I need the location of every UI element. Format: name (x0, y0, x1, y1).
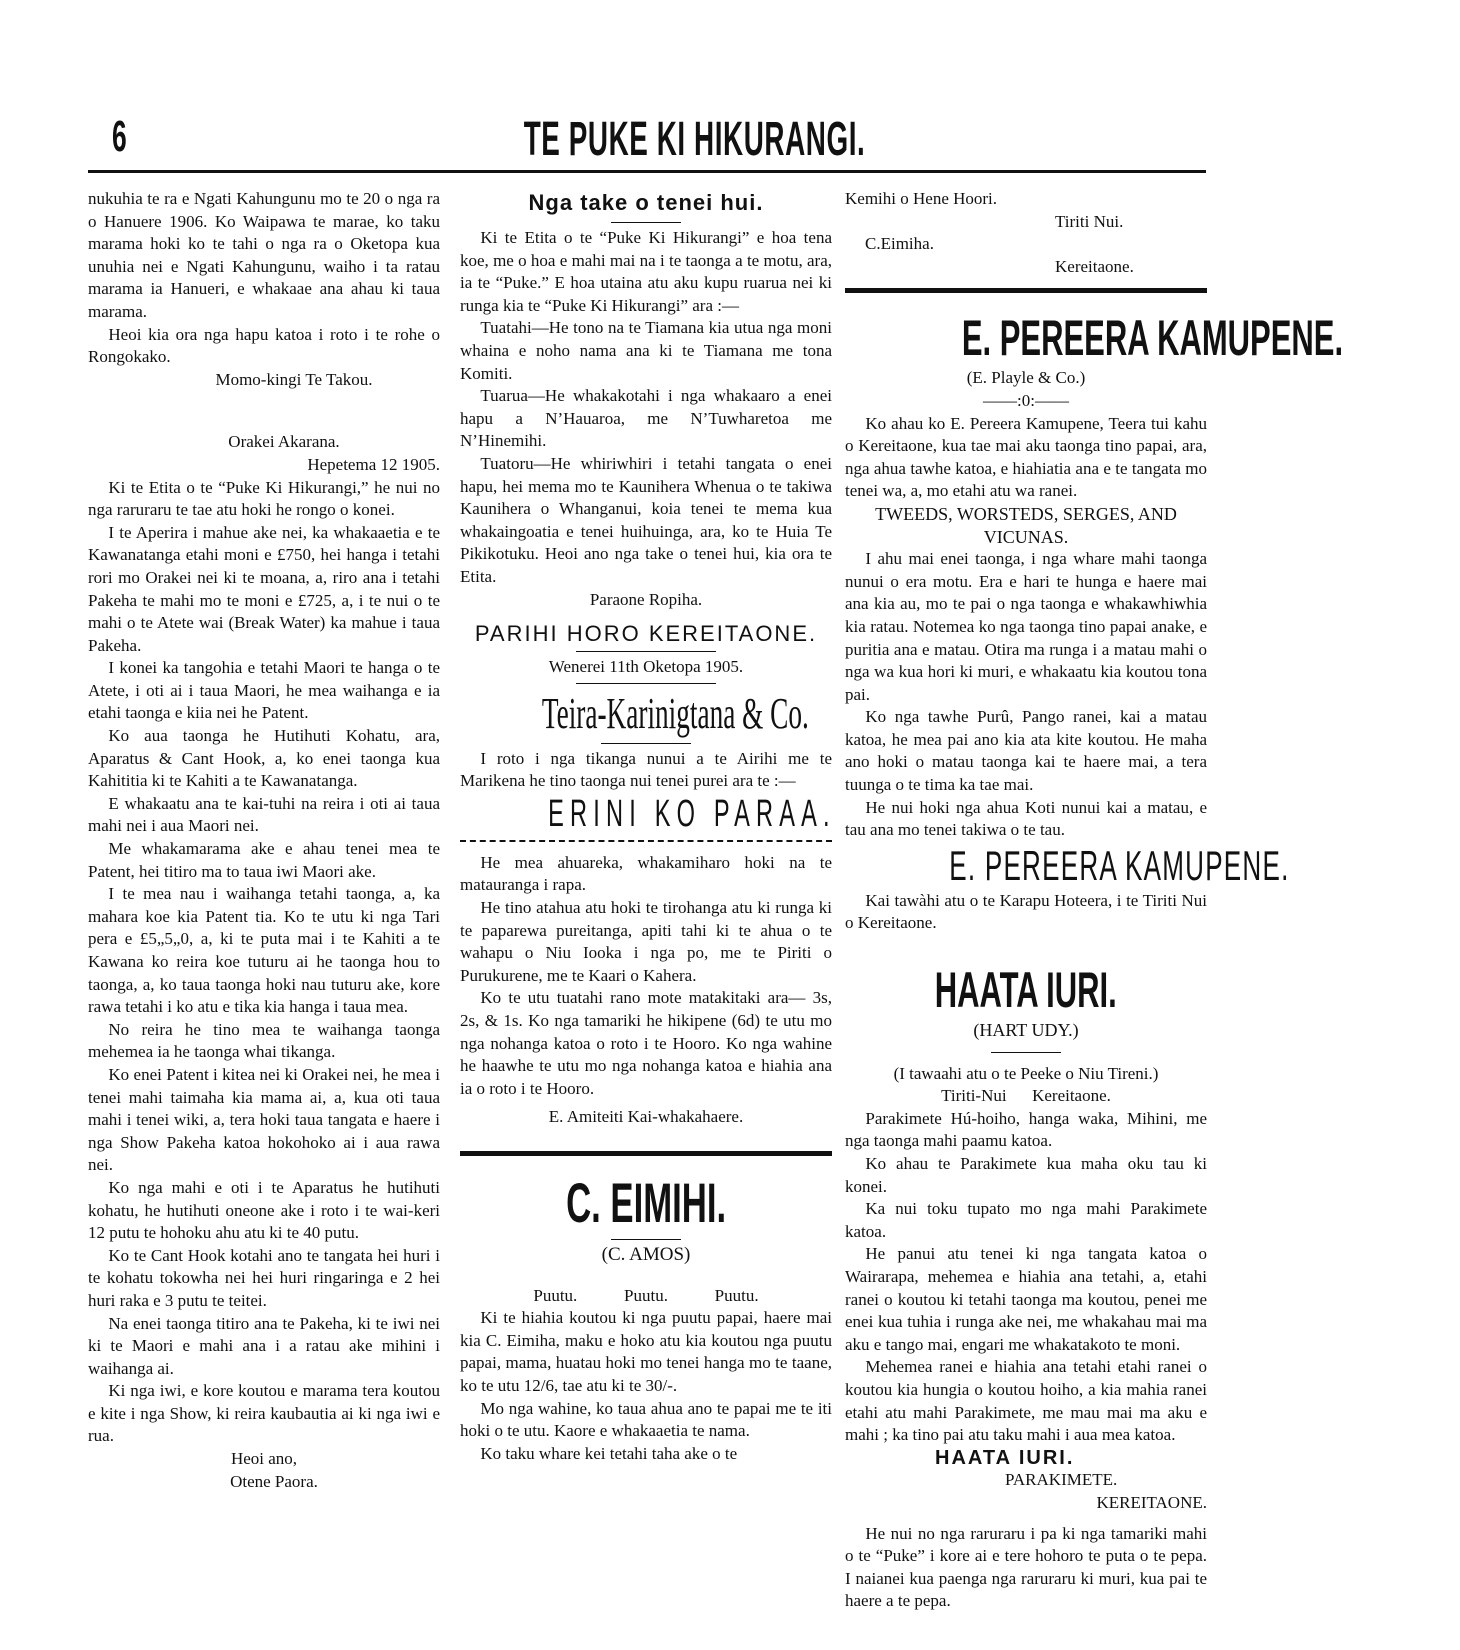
paragraph: Me whakamarama ake e ahau tenei mea te Patent, hei titiro ma to taua iwi Maori ake. (88, 839, 440, 881)
boots-line: Puutu. Puutu. Puutu. (533, 1285, 759, 1305)
paragraph: Ki te hiahia koutou ki nga puutu papai, haere mai kia C. Eimiha, maku e hoko atu kia koutou nga puutu papai, mama, huatau hoki mo tenei hanga mo te taane, ko te utu 12/6, tae atu ki te 30/-. (460, 1308, 832, 1395)
town: Kereitaone. (1055, 256, 1134, 276)
continuation: Kemihi o Hene Hoori. (845, 189, 998, 208)
column-3 (845, 188, 1344, 1613)
paragraph: Tuatahi—He tono na te Tiamana kia utua nga moni whaina e noho nama ana ki te Tiamana me tona Komiti. (460, 318, 832, 383)
signature: Otene Paora. (230, 1471, 318, 1491)
paragraph: Ko te utu tuatahi rano mote matakitaki ara— 3s, 2s, & 1s. Ko nga tamariki he hikipene (6d) te utu mo nga nohanga katoa o roto i te Hooro. Ko nga wahine he haawhe te utu mo nga nohanga katoa e hiahia ana ia o roto i te Hooro. (460, 988, 832, 1098)
paragraph: I roto i nga tikanga nunui a te Airihi me te Marikena he tino taonga nui tenei purei ara te :— (460, 748, 832, 791)
divider (611, 222, 681, 223)
paragraph: Ko te Cant Hook kotahi ano te tangata hei huri i te kohatu tokowha nei hei huri ringaringa e 2 hei huri raka e 3 putu te teitei. (88, 1245, 440, 1310)
signature: C.Eimiha. (865, 234, 934, 254)
event-date: Wenerei 11th Oketopa 1905. (548, 657, 744, 677)
street: Tiriti-Nui Kereitaone. (941, 1086, 1111, 1106)
advert-heading: E. PEREERA KAMUPENE. (949, 841, 1290, 889)
advert-subheading: (C. AMOS) (601, 1244, 691, 1265)
paragraph: I te Aperira i mahue ake nei, ka whakaaetia e te Kawanatanga etahi moni e £750, hei hanga i tetahi rori mo Orakei nei ki te moana, a, riro ana i tetahi Pakeha te mahi mo te moni e £725, a, i te nui o te mahi o te Atete wai (Break Water) ka mahue i taua Pakeha. (88, 522, 440, 655)
signature: Paraone Ropiha. (589, 589, 703, 609)
newspaper-title: TE PUKE KI HIKURANGI. (524, 113, 866, 166)
divider (576, 683, 716, 684)
paragraph: I ahu mai enei taonga, i nga whare mahi taonga nunui o era motu. Era e hari te hunga e haere mai ana kia au, mo te pai o nga taonga e whakawhiwhia kia ratau. Notemea ko nga taonga tino papai anake, e puritia ana e matau. Otira ma runga i a matau mahi o nga wa kua hori ki muri, e whakaatu kia koutou tona pai. (845, 549, 1207, 704)
advert-heading: C. EIMIHI. (565, 1171, 727, 1234)
paragraph: Mehemea ranei e hiahia ana tetahi etahi ranei o koutou kia hungia o koutou hoiho, a kia mahia ranei etahi atu mahi Parakimete, me mau mai ma aku e mahi ; ka tino pai atu taku mahi i aua mea katoa. (845, 1357, 1207, 1445)
page-number: 6 (112, 112, 127, 161)
closing: Heoi ano, (230, 1449, 298, 1469)
signature: HAATA IURI. (935, 1446, 1075, 1469)
advert-subheading: (HART UDY.) (973, 1020, 1079, 1041)
advert-heading: HAATA IURI. (935, 962, 1117, 1019)
paragraph: Ko nga mahi e oti i te Aparatus he hutihuti kohatu, he hutihuti oneone ake i roto i te wai-keri 12 putu te hohoku ahu atu ki te 40 putu. (88, 1177, 440, 1243)
signature-town: KEREITAONE. (1096, 1492, 1207, 1512)
section-heading: Nga take o tenei hui. (528, 190, 764, 215)
divider (460, 840, 832, 842)
column-2 (460, 188, 836, 1465)
letter-date: Hepetema 12 1905. (307, 454, 440, 474)
advert-subheading: (E. Playle & Co.) (966, 368, 1086, 388)
paragraph: Ko ahau te Parakimete kua maha oku tau ki konei. (845, 1154, 1207, 1196)
divider (845, 288, 1207, 293)
letter-continuation: nukuhia te ra e Ngati Kahungunu mo te 20 o nga ra o Hanuere 1906. Ko Waipawa te marae, ko taku marama hoki ko te tahi o nga ra o Oketopa kua unuhia nei e Ngati Kahungunu, waiho i ta ratau marama ia Hanueri, e whakaae ana ahau ki taua marama. (88, 189, 440, 321)
paragraph: Ka nui toku tupato mo nga mahi Parakimete katoa. (845, 1199, 1207, 1241)
paragraph: E whakaatu ana te kai-tuhi na reira i oti ai taua mahi nei i aua Maori nei. (88, 793, 440, 836)
paragraph: Ki nga iwi, e kore koutou e marama tera koutou e kite i nga Show, ki reira kaubautia ai ki nga iwi e rua. (88, 1381, 440, 1446)
paragraph: Parakimete Hú-hoiho, hanga waka, Mihini, me nga taonga mahi paamu katoa. (845, 1108, 1207, 1151)
play-title: ERINI KO PARAA. (548, 792, 836, 835)
header-rule (88, 170, 1206, 173)
paragraph: He nui hoki nga ahua Koti nunui kai a matau, e tau ana mo tenei takiwa o te tau. (845, 797, 1207, 840)
street: Tiriti Nui. (1055, 211, 1124, 231)
paragraph: He panui atu tenei ki nga tangata katoa o Wairarapa, mehemea e hiahia ana tetahi, a, etahi ranei o koutou ki tetahi taonga ma koutou, penei me enei kua tuhia i runga ake nei, me whakahau mai ma aku e tango mai, engari me whakatakoto te moni. (845, 1244, 1207, 1354)
paragraph: Ki te Etita o te “Puke Ki Hikurangi” e hoa tena koe, me o hoa e mahi mai na i te taonga a te motu, ara, ia te “Puke.” E hoa utaina atu aku kupu ruarua nei ki runga kia te “Puke Ki Hikurangi” ara :— (460, 228, 832, 315)
paragraph: He mea ahuareka, whakamiharo hoki na te matauranga i rapa. (460, 852, 832, 895)
paragraph: I konei ka tangohia e tetahi Maori te hanga o te Atete, i oti ai i taua Maori, he mea waihanga e ia etahi taonga e kiia nei he Patent. (88, 658, 440, 723)
divider (576, 651, 716, 652)
divider (601, 743, 691, 744)
column-1 (88, 188, 440, 1493)
location: (I tawaahi atu o te Peeke o Niu Tireni.) (893, 1063, 1159, 1083)
divider (991, 1052, 1061, 1053)
paragraph: Ko ahau ko E. Pereera Kamupene, Teera tui kahu o Kereitaone, kua tae mai aku taonga tino papai, ara, nga ahua tawhe katoa, e hiahiatia ana e te tangata mo tenei wa, a, mo etahi atu wa ranei. (845, 413, 1207, 501)
masthead (0, 112, 1390, 167)
letter-place: Orakei Akarana. (228, 432, 340, 452)
paragraph: Kai tawàhi atu o te Karapu Hoteera, i te Tiriti Nui o Kereitaone. (845, 890, 1207, 933)
ornament: ——:0:—— (983, 390, 1069, 410)
paragraph: Heoi kia ora nga hapu katoa i roto i te rohe o Rongokako. (88, 324, 440, 367)
company-name: Teira-Karinigtana & Co. (541, 688, 809, 738)
advert-heading: E. PEREERA KAMUPENE. (961, 310, 1344, 367)
paragraph: Ko aua taonga he Hutihuti Kohatu, ara, Aparatus & Cant Hook, a, ko enei taonga kua Kahititia ki te Kahiti a te Kawanatanga. (88, 726, 440, 791)
paragraph: No reira he tino mea te waihanga taonga mehemea ia he taonga whai tikanga. (88, 1019, 440, 1062)
paragraph: Ki te Etita o te “Puke Ki Hikurangi,” he nui no nga raruraru te tae atu hoki he rongo o konei. (88, 477, 440, 520)
paragraph: Ko nga tawhe Purû, Pango ranei, kai a matau katoa, he mea pai ano kia ata kite koutou. He maha ano hoki o matau taonga kai te haere mai, a tera tuunga o te tima ka tae mai. (845, 707, 1207, 795)
divider (611, 1239, 681, 1240)
signature: Momo-kingi Te Takou. (215, 369, 373, 389)
paragraph: Tuarua—He whakakotahi i nga whakaaro a enei hapu a N’Hauaroa, me N’Tuwharetoa me N’Hinemihi. (460, 386, 832, 451)
fabrics-list: TWEEDS, WORSTEDS, SERGES, AND VICUNAS. (875, 503, 1177, 547)
notice: He nui no nga raruraru i pa ki nga tamariki mahi o te “Puke” i kore ai e tere hohoro te puta o te pepa. I naianei kua paenga nga raruraru ki muri, kua pai te haere a te pepa. (845, 1523, 1207, 1611)
section-heading: PARIHI HORO KEREITAONE. (474, 621, 818, 647)
paragraph: He tino atahua atu hoki te tirohanga atu ki runga ki te paparewa pureitanga, apiti tahi ki te ahua o te wahapu o Niu Iooka i nga po, me te Piriti o Purukurene, me te Kaari o Kahera. (460, 898, 832, 985)
paragraph: Ko enei Patent i kitea nei ki Orakei nei, he mea i tenei mahi taimaha kia mama ai, a, kua oti taua mahi i tenei wiki, a, tera hoki taua tangata e haere i nga Show Pakeha katoa hokohoko ai i aua rawa nei. (88, 1064, 440, 1175)
paragraph: Na enei taonga titiro ana te Pakeha, ki te iwi nei ki te Maori e mahi ana i a ratau ake mihini i waihanga ai. (88, 1313, 440, 1378)
paragraph: Ko taku whare kei tetahi taha ake o te (480, 1443, 738, 1463)
paragraph: Mo nga wahine, ko taua ahua ano te papai me te iti hoki o te utu. Kaore e whakaaetia te nama. (460, 1398, 832, 1441)
paragraph: I te mea nau i waihanga tetahi taonga, a, ka mahara koe kia Patent tia. Ko te utu ki nga Tari pera e £5„5„0, a, ki te puta mai i te Kahiti a te Kawana ko reira koe tuturu ai he taonga hou to taonga, a, ko taua taonga hoki nau tuturu ake, kore rawa tetahi i ko atu e tika kia hanga i taua mea. (88, 884, 440, 1017)
paragraph: Tuatoru—He whiriwhiri i tetahi tangata o enei hapu, hei mema mo te Kaunihera Whenua o te takiwa Kaunihera o Whanganui, koia tenei te mema kua whakaingoatia e tenei huihuinga, ara, ko te Huia Te Pikikotuku. Heoi ano nga take o tenei hui, kia ora te Etita. (460, 453, 832, 586)
signature-trade: PARAKIMETE. (1005, 1470, 1118, 1490)
divider (460, 1151, 832, 1156)
signature: E. Amiteiti Kai-whakahaere. (548, 1107, 744, 1127)
